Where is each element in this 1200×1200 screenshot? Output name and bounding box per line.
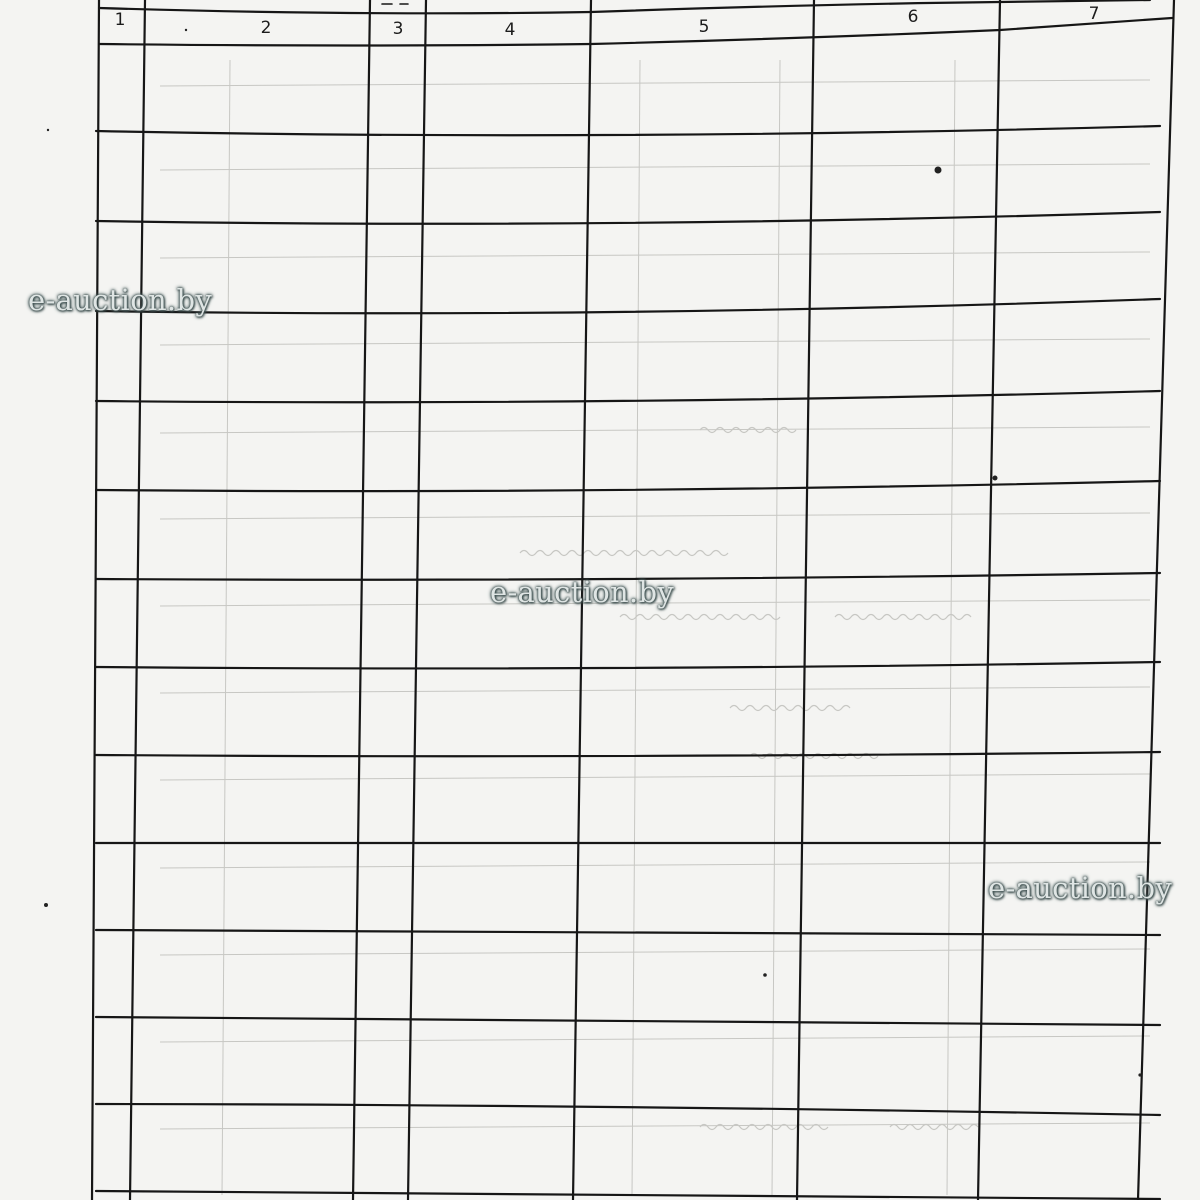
column-number-1: 1 <box>114 10 126 30</box>
column-number-3: 3 <box>392 19 404 39</box>
column-number-2: 2 <box>260 18 272 38</box>
watermark-text: e-auction.by <box>988 871 1173 905</box>
column-number-4: 4 <box>504 20 516 40</box>
column-number-6: 6 <box>907 7 919 27</box>
scan-specks <box>44 29 1142 1077</box>
column-number-7: 7 <box>1088 4 1100 24</box>
watermark-text: e-auction.by <box>28 283 213 317</box>
watermark-text: e-auction.by <box>490 575 675 609</box>
column-number-5: 5 <box>698 17 710 37</box>
